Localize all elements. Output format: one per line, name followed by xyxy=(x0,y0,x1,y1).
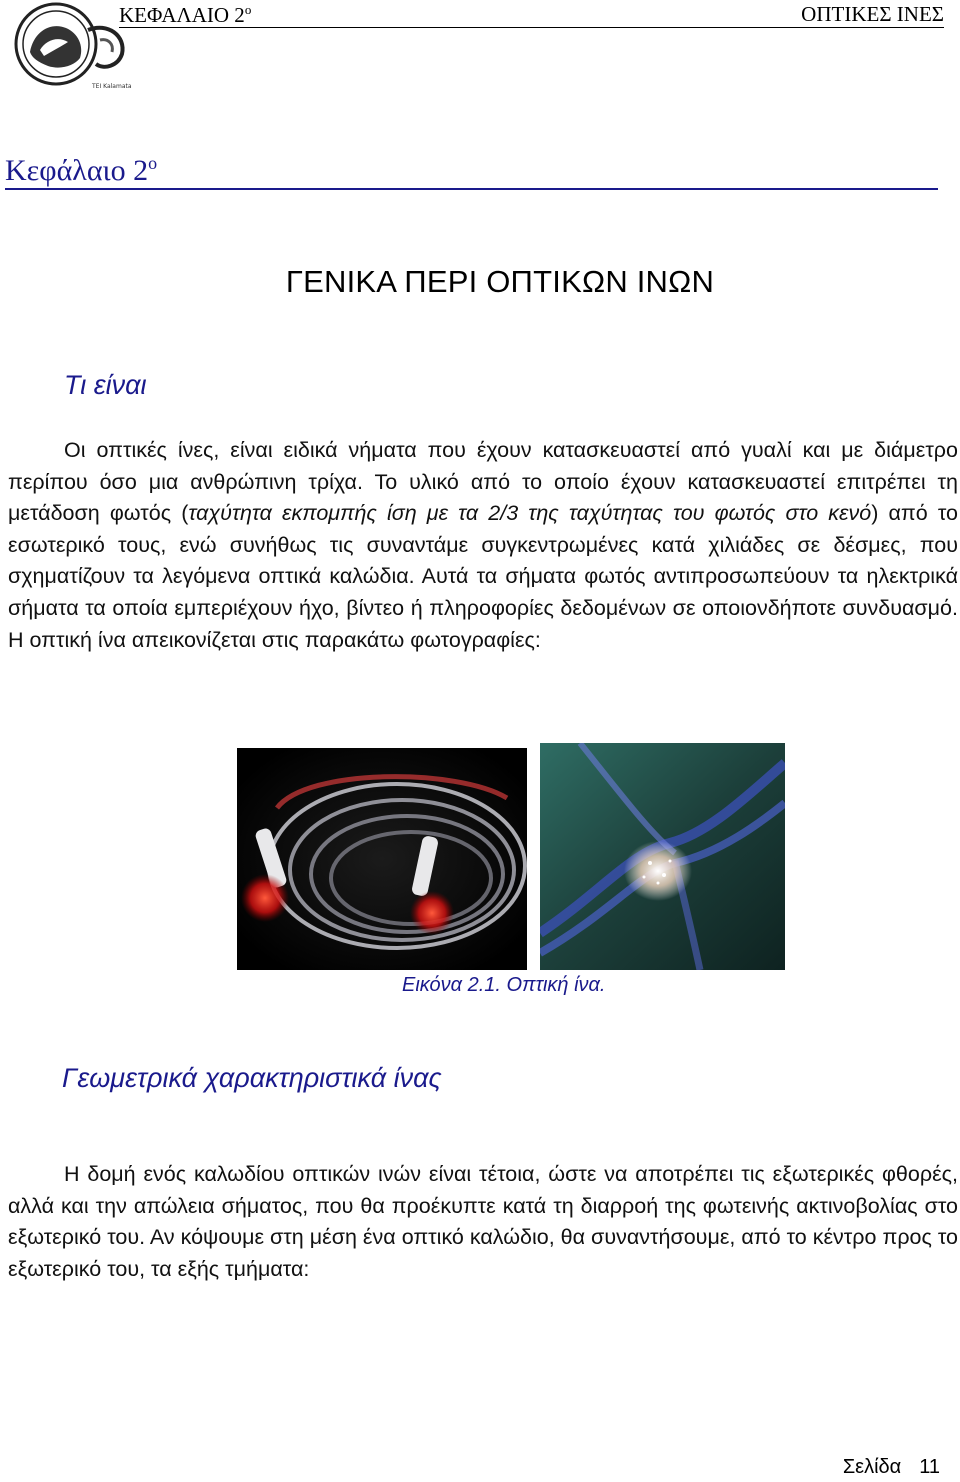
chapter-underline xyxy=(5,188,938,190)
page-number: 11 xyxy=(919,1456,940,1478)
structure-paragraph: Η δομή ενός καλωδίου οπτικών ινών είναι τέτοια, ώστε να αποτρέπει τις εξωτερικές φθορές, αλλά και την απώλεια σήματος, που θα προέκυπτε κατά τη διαρροή της φωτεινής ακτινοβολίας στο εξωτερικό του. Αν κόψουμε στη μέση ένα οπτικό καλώδιο, θα συναντήσουμε, από το κέντρο προς το εξωτερικό του, τα εξής τμήματα: xyxy=(8,1162,958,1281)
chapter-heading: Κεφάλαιο $2^o$ xyxy=(5,153,158,187)
section-heading-what-is: Τι είναι xyxy=(64,370,147,400)
photo-fiber-cable-coil xyxy=(237,748,527,970)
header-chapter-label: ΚΕΦΑΛΑΙΟ $2^o$ xyxy=(119,2,252,27)
page-title: ΓΕΝΙΚΑ ΠΕΡΙ ΟΠΤΙΚΩΝ ΙΝΩΝ xyxy=(285,264,715,299)
header-topic-label: ΟΠΤΙΚΕΣ ΙΝΕΣ xyxy=(801,2,944,26)
section-heading-geometry: Γεωμετρικά χαρακτηριστικά ίνας xyxy=(62,1063,442,1093)
page-footer: Σελίδα 11 xyxy=(842,1456,940,1478)
svg-text:TEI Kalamata: TEI Kalamata xyxy=(92,83,132,90)
intro-paragraph: Οι οπτικές ίνες, είναι ειδικά νήματα που έχουν κατασκευαστεί από γυαλί και με διάμετρο περίπου όσο μια ανθρώπινη τρίχα. Το υλικό από το οποίο έχουν κατασκευαστεί επιτρέπει τη μετάδοση φωτός (ταχύτητα εκπομπής ίση με τα 2/3 της ταχύτητας του φωτός στο κενό) από το εσωτερικό τους, ενώ συνήθως τις συναντάμε συγκεντρωμένες κατά χιλιάδες σε δέσμες, που σχηματίζουν τα λεγόμενα οπτικά καλώδια. Αυτά τα σήματα φωτός αντιπροσωπεύουν τα ηλεκτρικά σήματα τα οποία εμπεριέχουν ήχο, βίντεο ή πληροφορίες δεδομένων σε οποιονδήποτε συνδυασμό. Η οπτική ίνα απεικονίζεται στις παρακάτω φωτογραφίες: xyxy=(8,438,958,652)
header-rule xyxy=(119,27,944,28)
photo-fiber-bundle xyxy=(540,743,785,970)
figure-caption: Εικόνα 2.1. Οπτική ίνα. xyxy=(402,974,606,996)
institution-seal-logo xyxy=(4,0,136,96)
